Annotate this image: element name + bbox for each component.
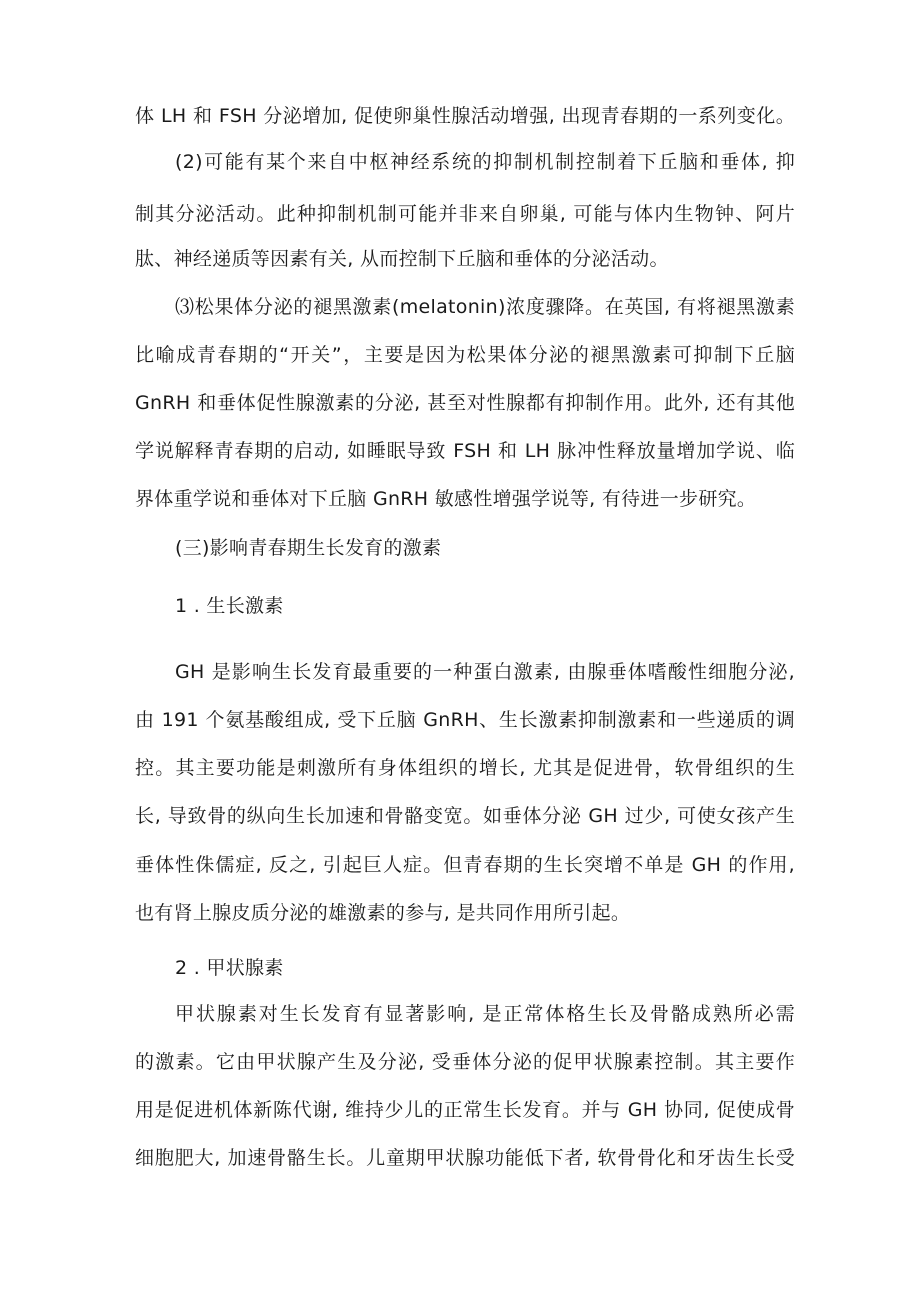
text-line: 垂体性侏儒症, 反之, 引起巨人症。但青春期的生长突增不单是 GH 的作用, (135, 854, 795, 876)
text-line: 的激素。它由甲状腺产生及分泌, 受垂体分泌的促甲状腺素控制。其主要作 (135, 1051, 795, 1073)
text-line: 制其分泌活动。此种抑制机制可能并非来自卵巢, 可能与体内生物钟、阿片 (135, 203, 795, 225)
text-line: 学说解释青春期的启动, 如睡眠导致 FSH 和 LH 脉冲性释放量增加学说、临 (135, 440, 795, 462)
text-line: 界体重学说和垂体对下丘脑 GnRH 敏感性增强学说等, 有待进一步研究。 (135, 488, 757, 510)
text-line: ⑶松果体分泌的褪黑激素(melatonin)浓度骤降。在英国, 有将褪黑激素 (175, 296, 795, 318)
text-line: (2)可能有某个来自中枢神经系统的抑制机制控制着下丘脑和垂体, 抑 (175, 151, 795, 173)
text-line: 控。其主要功能是刺激所有身体组织的增长, 尤其是促进骨，软骨组织的生 (135, 757, 795, 779)
text-line: 长, 导致骨的纵向生长加速和骨骼变宽。如垂体分泌 GH 过少, 可使女孩产生 (135, 805, 795, 827)
text-line: 也有肾上腺皮质分泌的雄激素的参与, 是共同作用所引起。 (135, 902, 631, 924)
text-line: 用是促进机体新陈代谢, 维持少儿的正常生长发育。并与 GH 协同, 促使成骨 (135, 1099, 795, 1121)
text-line: 比喻成青春期的“开关”，主要是因为松果体分泌的褪黑激素可抑制下丘脑 (135, 344, 795, 366)
text-line: GnRH 和垂体促性腺激素的分泌, 甚至对性腺都有抑制作用。此外, 还有其他 (135, 392, 795, 414)
text-line: GH 是影响生长发育最重要的一种蛋白激素, 由腺垂体嗜酸性细胞分泌, (175, 661, 795, 683)
section-heading: (三)影响青春期生长发育的激素 (175, 537, 442, 559)
text-line: 肽、神经递质等因素有关, 从而控制下丘脑和垂体的分泌活动。 (135, 248, 669, 270)
text-line: 甲状腺素对生长发育有显著影响, 是正常体格生长及骨骼成熟所必需 (175, 1003, 795, 1025)
text-line: 细胞肥大, 加速骨骼生长。儿童期甲状腺功能低下者, 软骨骨化和牙齿生长受 (135, 1147, 795, 1169)
subsection-heading: 1 . 生长激素 (175, 595, 284, 617)
text-line: 由 191 个氨基酸组成, 受下丘脑 GnRH、生长激素抑制激素和一些递质的调 (135, 709, 795, 731)
subsection-heading: 2 . 甲状腺素 (175, 957, 284, 979)
text-line: 体 LH 和 FSH 分泌增加, 促使卵巢性腺活动增强, 出现青春期的一系列变化。 (135, 105, 795, 127)
